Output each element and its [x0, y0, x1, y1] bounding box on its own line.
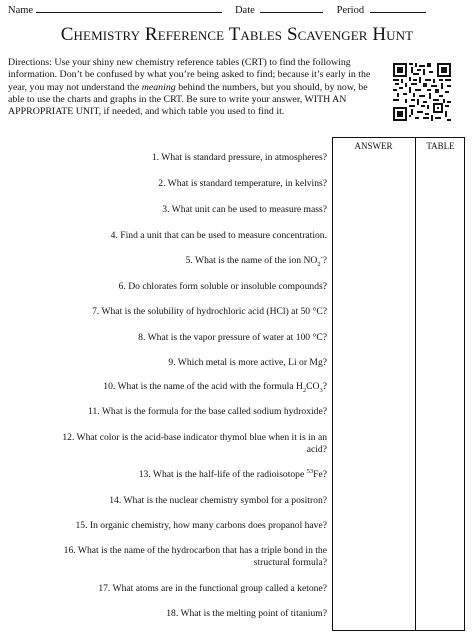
question-11: 11. What is the formula for the base called sodium hydroxide?	[88, 406, 327, 417]
question-5	[19, 255, 327, 267]
question-13	[19, 469, 327, 481]
question-10-end: ?	[322, 381, 327, 392]
period-field[interactable]	[370, 3, 426, 13]
question-8: 8. What is the vapor pressure of water at 100 °C?	[138, 332, 327, 343]
question-1: 1. What is standard pressure, in atmospheres?	[151, 152, 327, 163]
period-label: Period	[336, 5, 365, 16]
question-12	[19, 432, 327, 457]
name-field[interactable]	[36, 3, 222, 13]
question-10-text: 10. What is the name of the acid with the formula H	[103, 381, 303, 392]
question-12-line-1: 12. What color is the acid-base indicator thymol blue when it is in an	[62, 432, 327, 443]
question-16-line-1: 16. What is the name of the hydrocarbon that has a triple bond in the	[63, 545, 327, 556]
directions-part-1: Directions: Use your shiny new chemistry reference tables (CRT) to find the following information. Don’t be confused by what you’re being asked to find; because it’s early in the year, you may not understand the	[8, 57, 371, 93]
question-5-superscript: -	[320, 253, 323, 261]
question-10-subscript-1: 2	[302, 386, 307, 394]
question-4: 4. Find a unit that can be used to measure concentration.	[110, 230, 327, 241]
table-column-header: TABLE	[426, 141, 455, 151]
page-title: Chemistry Reference Tables Scavenger Hunt	[60, 24, 414, 45]
question-10-formula: CO	[306, 381, 320, 392]
question-5-subscript: 2	[317, 260, 321, 268]
answer-column-header: ANSWER	[354, 141, 393, 151]
question-18: 18. What is the melting point of titanium?	[166, 608, 327, 619]
directions-part-2: behind the numbers, but you should, by now, be able to use the charts and graphs in the CRT. Be sure to write your answer, WITH AN APPROPRIATE UNIT, if needed, and which table you used to find it.	[8, 81, 368, 118]
question-15: 15. In organic chemistry, how many carbons does propanol have?	[75, 520, 327, 531]
question-6: 6. Do chlorates form soluble or insoluble compounds?	[118, 281, 327, 292]
date-field[interactable]	[260, 3, 323, 13]
question-10-subscript-2: 3	[319, 386, 323, 394]
question-13-superscript: 53	[306, 467, 314, 475]
question-7: 7. What is the solubility of hydrochloric acid (HCl) at 50 °C?	[92, 306, 327, 317]
date-label: Date	[234, 5, 255, 16]
directions-text	[8, 57, 386, 118]
question-16-line-2: structural formula?	[253, 557, 327, 569]
question-3: 3. What unit can be used to measure mass?	[162, 204, 327, 215]
question-5-text: 5. What is the name of the ion NO	[185, 255, 318, 266]
directions-emphasis: meaning	[141, 81, 176, 93]
question-16	[19, 545, 327, 570]
question-13-end: Fe?	[313, 469, 327, 480]
header-fields	[8, 3, 426, 16]
question-12-line-2: acid?	[306, 444, 327, 456]
column-divider	[415, 137, 416, 631]
question-9: 9. Which metal is more active, Li or Mg?	[168, 357, 327, 368]
qr-code-icon	[393, 63, 451, 121]
name-label: Name	[8, 5, 34, 16]
answer-table-grid	[332, 137, 465, 631]
question-2: 2. What is standard temperature, in kelvins?	[158, 178, 327, 189]
question-17: 17. What atoms are in the functional group called a ketone?	[98, 583, 327, 594]
question-5-end: ?	[322, 255, 327, 266]
question-13-text: 13. What is the half-life of the radioisotope	[138, 469, 307, 480]
question-14: 14. What is the nuclear chemistry symbol for a positron?	[109, 495, 327, 506]
question-10	[19, 381, 327, 393]
